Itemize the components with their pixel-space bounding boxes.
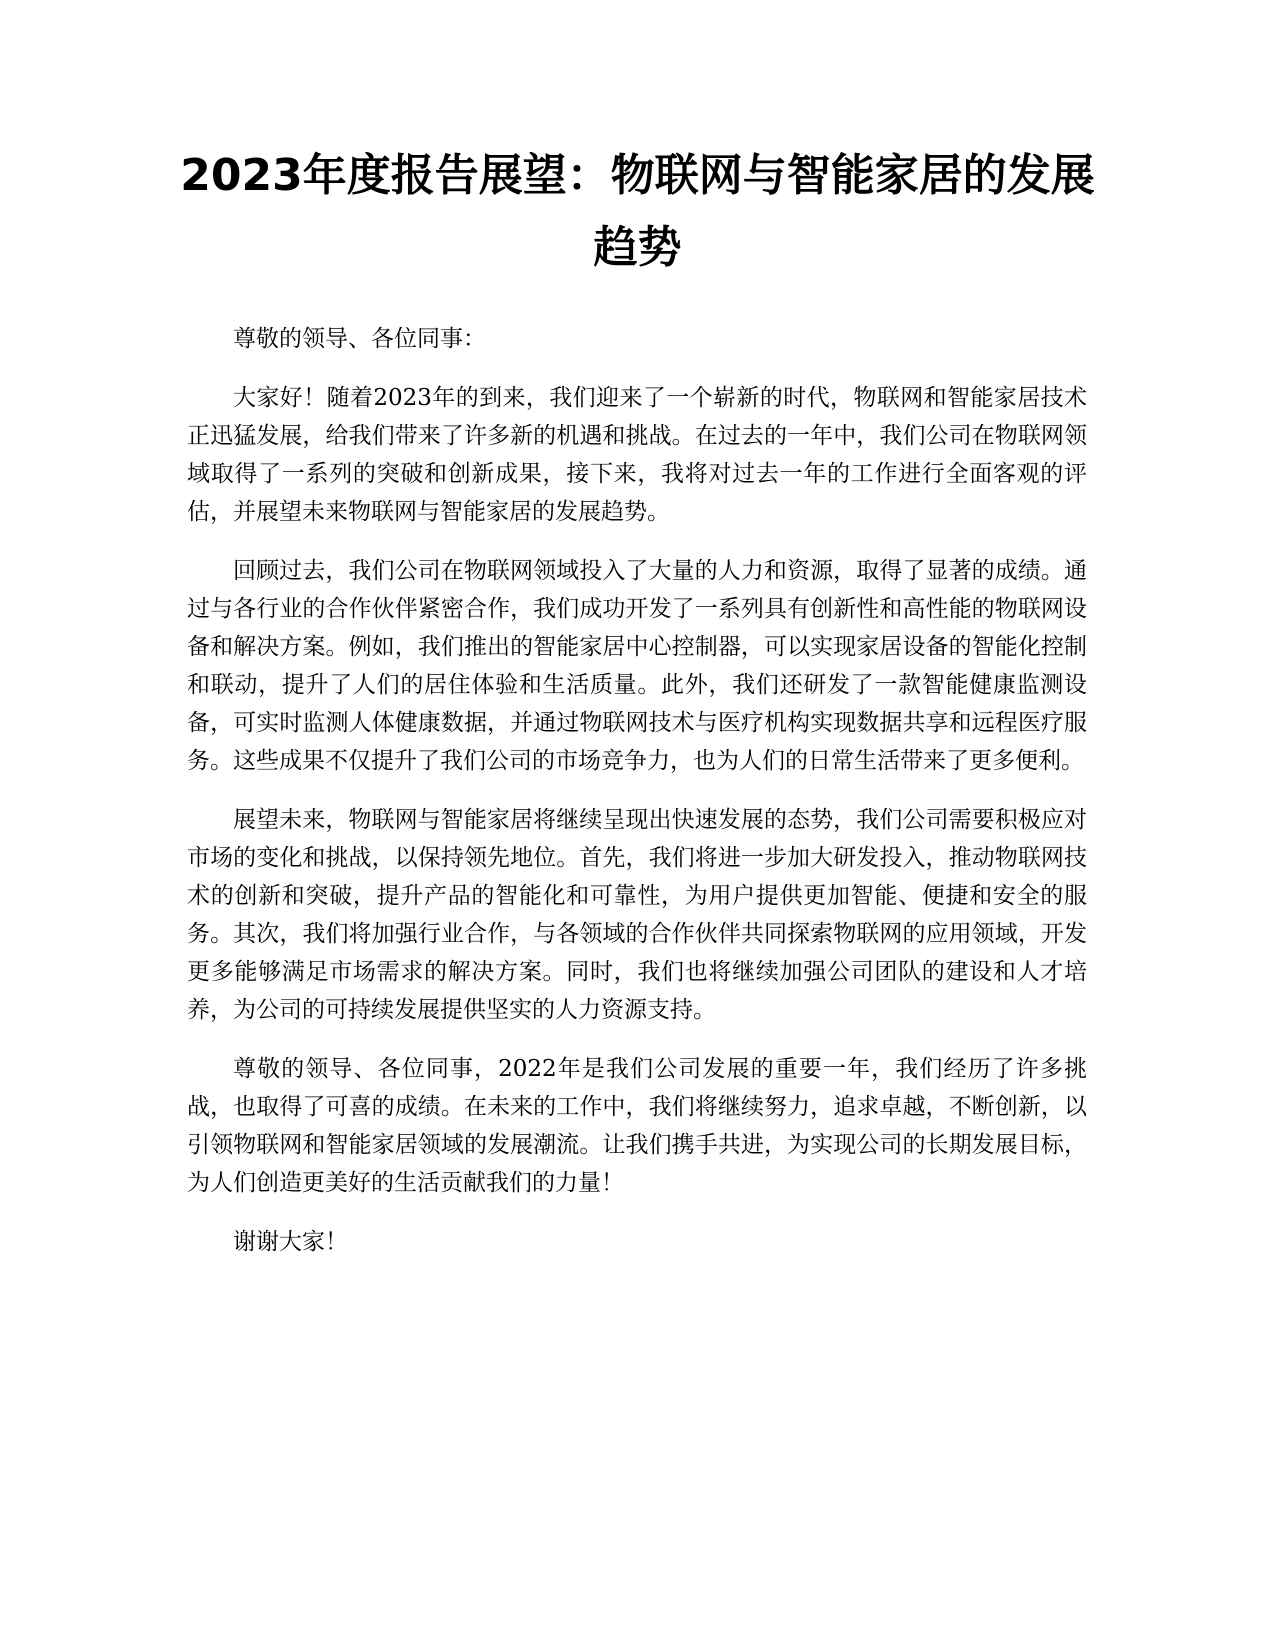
outlook-paragraph: 展望未来，物联网与智能家居将继续呈现出快速发展的态势，我们公司需要积极应对市场的变化和挑战，以保持领先地位。首先，我们将进一步加大研发投入，推动物联网技术的创新和突破，提升产品的智能化和可靠性，为用户提供更加智能、便捷和安全的服务。其次，我们将加强行业合作，与各领域的合作伙伴共同探索物联网的应用领域，开发更多能够满足市场需求的解决方案。同时，我们也将继续加强公司团队的建设和人才培养，为公司的可持续发展提供坚实的人力资源支持。 xyxy=(187,807,1087,1023)
thanks-paragraph: 谢谢大家！ xyxy=(233,1229,348,1255)
salutation-paragraph: 尊敬的领导、各位同事： xyxy=(233,326,486,352)
review-paragraph: 回顾过去，我们公司在物联网领域投入了大量的人力和资源，取得了显著的成绩。通过与各行业的合作伙伴紧密合作，我们成功开发了一系列具有创新性和高性能的物联网设备和解决方案。例如，我们推出的智能家居中心控制器，可以实现家居设备的智能化控制和联动，提升了人们的居住体验和生活质量。此外，我们还研发了一款智能健康监测设备，可实时监测人体健康数据，并通过物联网技术与医疗机构实现数据共享和远程医疗服务。这些成果不仅提升了我们公司的市场竞争力，也为人们的日常生活带来了更多便利。 xyxy=(187,558,1087,774)
closing-paragraph: 尊敬的领导、各位同事，2022年是我们公司发展的重要一年，我们经历了许多挑战，也取得了可喜的成绩。在未来的工作中，我们将继续努力，追求卓越，不断创新，以引领物联网和智能家居领域的发展潮流。让我们携手共进，为实现公司的长期发展目标，为人们创造更美好的生活贡献我们的力量！ xyxy=(187,1056,1087,1196)
document-title: 2023年度报告展望：物联网与智能家居的发展趋势 xyxy=(180,150,1095,273)
intro-paragraph: 大家好！随着2023年的到来，我们迎来了一个崭新的时代，物联网和智能家居技术正迅猛发展，给我们带来了许多新的机遇和挑战。在过去的一年中，我们公司在物联网领域取得了一系列的突破和创新成果，接下来，我将对过去一年的工作进行全面客观的评估，并展望未来物联网与智能家居的发展趋势。 xyxy=(187,385,1087,525)
document-body xyxy=(187,320,1087,1282)
